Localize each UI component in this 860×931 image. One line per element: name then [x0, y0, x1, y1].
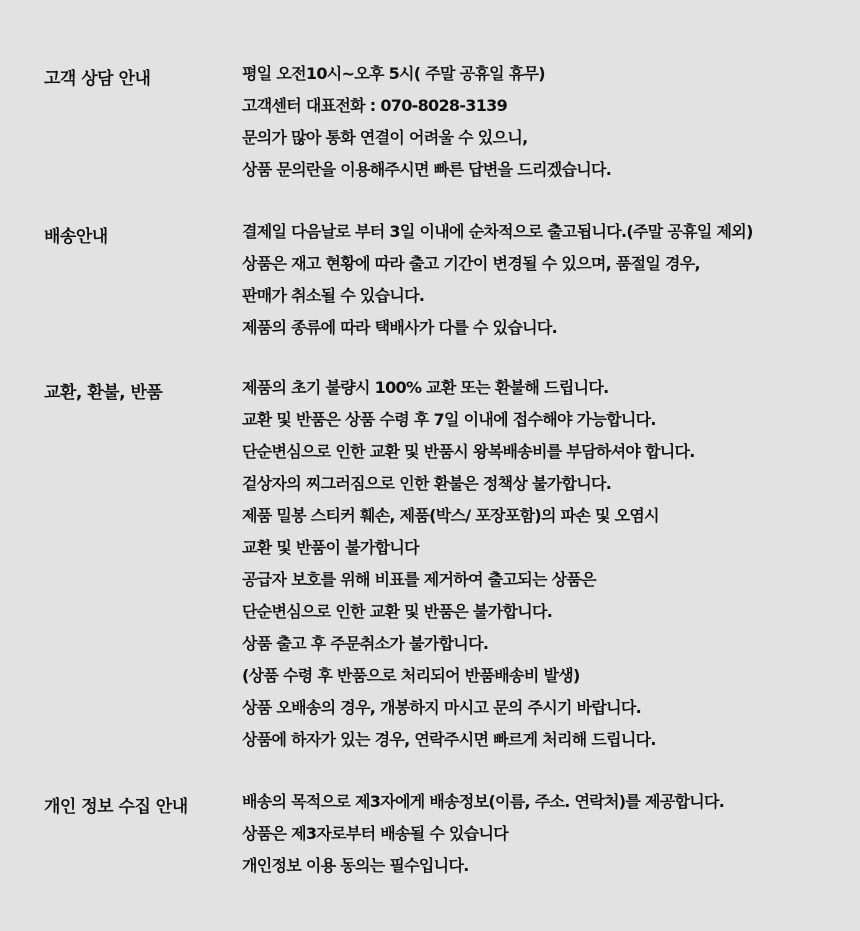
section-body — [242, 792, 724, 888]
info-line: 제품의 초기 불량시 100% 교환 또는 환불해 드립니다. — [242, 378, 609, 397]
info-line: 교환 및 반품은 상품 수령 후 7일 이내에 접수해야 가능합니다. — [242, 410, 656, 429]
info-line: 배송의 목적으로 제3자에게 배송정보(이름, 주소. 연락처)를 제공합니다. — [242, 792, 725, 811]
info-line: 상품은 제3자로부터 배송될 수 있습니다 — [242, 824, 509, 843]
info-line: 제품의 종류에 따라 택배사가 다를 수 있습니다. — [242, 318, 557, 337]
info-line: 상품 오배송의 경우, 개봉하지 마시고 문의 주시기 바랍니다. — [242, 698, 641, 717]
info-line: (상품 수령 후 반품으로 처리되어 반품배송비 발생) — [242, 666, 580, 685]
info-line: 문의가 많아 통화 연결이 어려울 수 있으니, — [242, 128, 528, 147]
info-line: 상품에 하자가 있는 경우, 연락주시면 빠르게 처리해 드립니다. — [242, 730, 656, 749]
section-title: 개인 정보 수집 안내 — [44, 797, 188, 817]
info-line: 평일 오전10시~오후 5시( 주말 공휴일 휴무) — [242, 64, 545, 83]
section-body — [242, 378, 695, 762]
section-title: 배송안내 — [44, 227, 108, 247]
info-line: 단순변심으로 인한 교환 및 반품시 왕복배송비를 부담하셔야 합니다. — [242, 442, 695, 461]
info-line: 결제일 다음날로 부터 3일 이내에 순차적으로 출고됩니다.(주말 공휴일 제외) — [242, 222, 753, 241]
section-title: 고객 상담 안내 — [44, 69, 151, 89]
section-body — [242, 64, 611, 192]
section-body — [242, 222, 753, 350]
info-line: 판매가 취소될 수 있습니다. — [242, 286, 425, 305]
info-line: 제품 밀봉 스티커 훼손, 제품(박스/ 포장포함)의 파손 및 오염시 — [242, 506, 659, 525]
section-title: 교환, 환불, 반품 — [44, 383, 163, 403]
info-line: 공급자 보호를 위해 비표를 제거하여 출고되는 상품은 — [242, 570, 596, 589]
info-line: 상품 출고 후 주문취소가 불가합니다. — [242, 634, 489, 653]
info-line: 겉상자의 찌그러짐으로 인한 환불은 정책상 불가합니다. — [242, 474, 612, 493]
info-line: 개인정보 이용 동의는 필수입니다. — [242, 856, 469, 875]
info-line: 교환 및 반품이 불가합니다 — [242, 538, 419, 557]
info-line: 상품은 재고 현황에 따라 출고 기간이 변경될 수 있으며, 품절일 경우, — [242, 254, 700, 273]
info-line: 고객센터 대표전화 : 070-8028-3139 — [242, 96, 507, 115]
info-line: 상품 문의란을 이용해주시면 빠른 답변을 드리겠습니다. — [242, 160, 612, 179]
info-line: 단순변심으로 인한 교환 및 반품은 불가합니다. — [242, 602, 553, 621]
